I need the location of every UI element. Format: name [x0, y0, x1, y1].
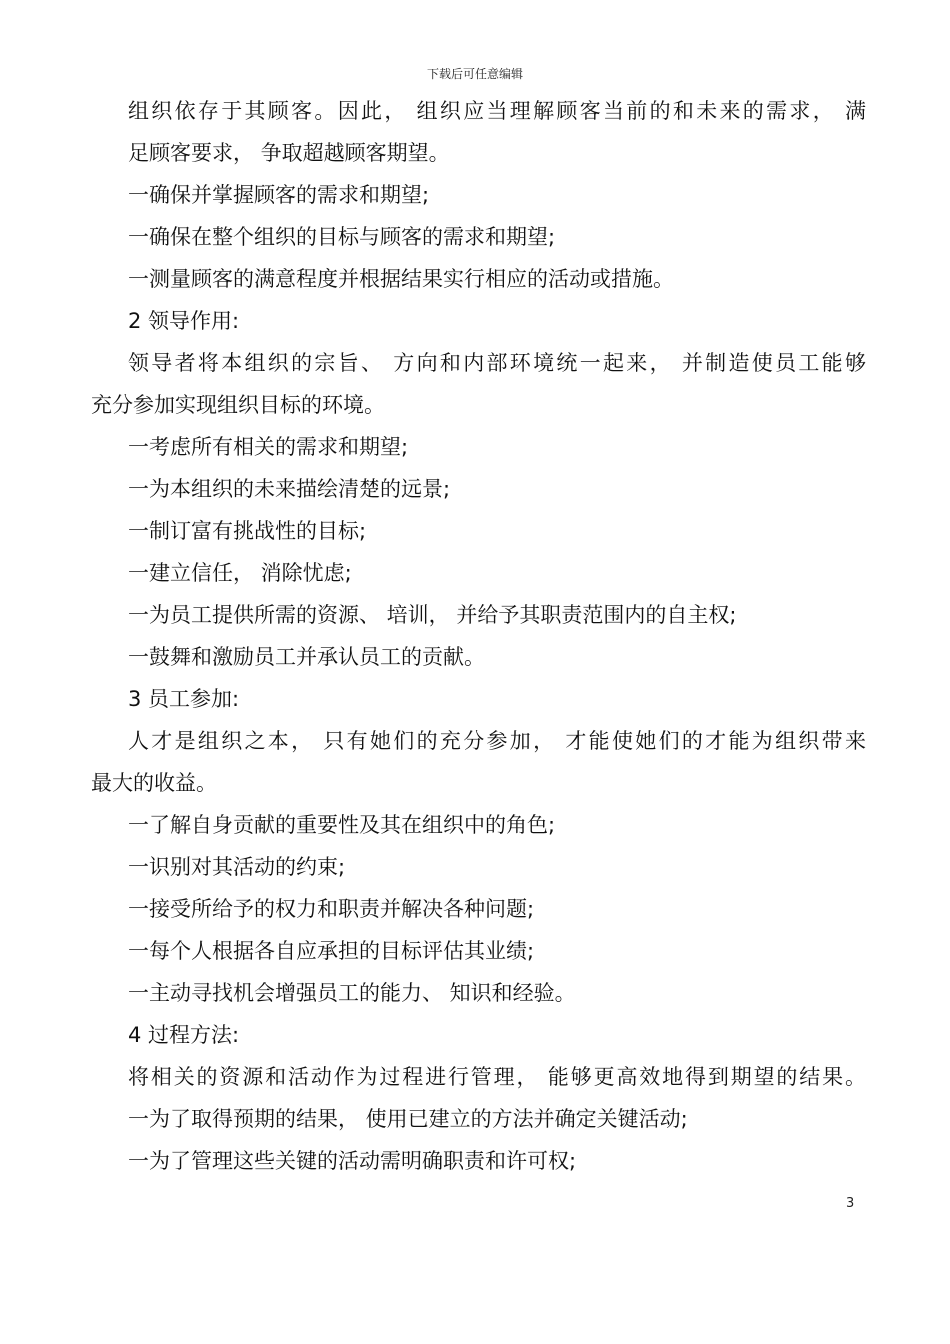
- text-line: 领导者将本组织的宗旨、 方向和内部环境统一起来， 并制造使员工能够: [128, 351, 866, 375]
- text-line: 将相关的资源和活动作为过程进行管理， 能够更高效地得到期望的结果。: [128, 1065, 866, 1089]
- text-line: 3 员工参加:: [128, 687, 240, 711]
- text-line: 足顾客要求， 争取超越顾客期望。: [128, 141, 450, 165]
- text-line: 2 领导作用:: [128, 309, 240, 333]
- text-line: 充分参加实现组织目标的环境。: [91, 393, 385, 417]
- text-line: 一制订富有挑战性的目标;: [128, 519, 367, 543]
- text-line: 4 过程方法:: [128, 1023, 240, 1047]
- document-body: [91, 90, 866, 1182]
- text-line: 一建立信任， 消除忧虑;: [128, 561, 352, 585]
- page-number: 3: [846, 1196, 855, 1211]
- text-line: 人才是组织之本， 只有她们的充分参加， 才能使她们的才能为组织带来: [128, 729, 866, 753]
- text-line: 一主动寻找机会增强员工的能力、 知识和经验。: [128, 981, 576, 1005]
- text-line: 组织依存于其顾客。因此， 组织应当理解顾客当前的和未来的需求， 满: [128, 99, 866, 123]
- text-line: 一识别对其活动的约束;: [128, 855, 346, 879]
- text-line: 一考虑所有相关的需求和期望;: [128, 435, 409, 459]
- text-line: 一鼓舞和激励员工并承认员工的贡献。: [128, 645, 485, 669]
- text-line: 一测量顾客的满意程度并根据结果实行相应的活动或措施。: [128, 267, 674, 291]
- text-line: 一为本组织的未来描绘清楚的远景;: [128, 477, 451, 501]
- text-line: 一接受所给予的权力和职责并解决各种问题;: [128, 897, 535, 921]
- text-line: 一确保在整个组织的目标与顾客的需求和期望;: [128, 225, 556, 249]
- page-header: 下载后可任意编辑: [426, 67, 523, 81]
- text-line: 一为了取得预期的结果， 使用已建立的方法并确定关键活动;: [128, 1107, 688, 1131]
- text-line: 一为了管理这些关键的活动需明确职责和许可权;: [128, 1149, 577, 1173]
- text-line: 一为员工提供所需的资源、 培训， 并给予其职责范围内的自主权;: [128, 603, 737, 627]
- text-line: 一确保并掌握顾客的需求和期望;: [128, 183, 430, 207]
- text-line: 一了解自身贡献的重要性及其在组织中的角色;: [128, 813, 556, 837]
- text-line: 一每个人根据各自应承担的目标评估其业绩;: [128, 939, 535, 963]
- text-line: 最大的收益。: [91, 771, 217, 795]
